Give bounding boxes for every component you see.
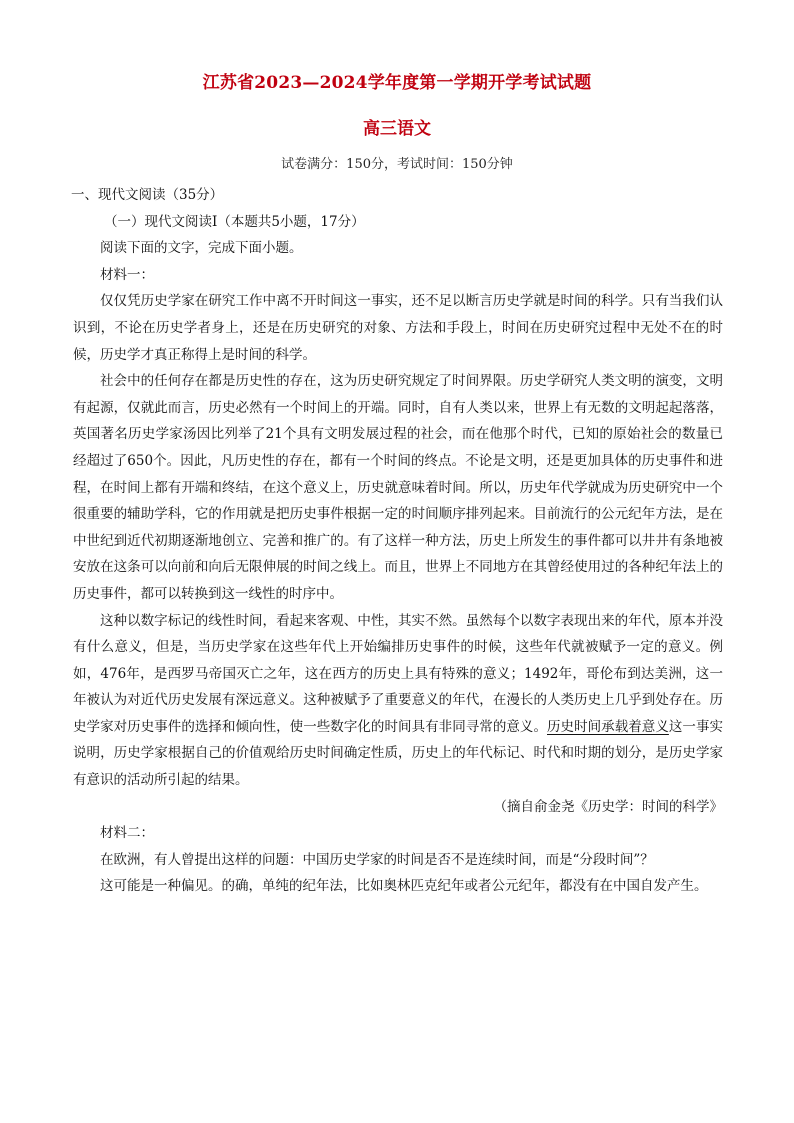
exam-info: 试卷满分：150分，考试时间：150分钟	[281, 157, 513, 172]
material-label: 材料二：	[100, 825, 154, 842]
underlined-phrase: 历史时间承载着意义	[547, 718, 669, 735]
paragraph: 在欧洲，有人曾提出这样的问题：中国历史学家的时间是否不是连续时间，而是“分段时间”？	[100, 851, 654, 868]
exam-content	[73, 182, 723, 900]
paragraph: 仅仅凭历史学家在研究工作中离不开时间这一事实，还不足以断言历史学就是时间的科学。只有当我们认识到，不论在历史学者身上，还是在历史研究的对象、方法和手段上，时间在历史研究过程中无处不在的时候，历史学才真正称得上是时间的科学。	[73, 293, 723, 363]
paragraph-text: 这一事实说明，历史学家根据自己的价值观给历史时间确定性质，历史上的年代标记、时代和时期的划分，是历史学家有意识的活动所引起的结果。	[73, 718, 724, 789]
paragraph: 社会中的任何存在都是历史性的存在，这为历史研究规定了时间界限。历史学研究人类文明的演变，文明有起源，仅就此而言，历史必然有一个时间上的开端。同时，自有人类以来，世界上有无数的文明起起落落，英国著名历史学家汤因比列举了21个具有文明发展过程的社会，而在他那个时代，已知的原始社会的数量已经超过了650个。因此，凡历史性的存在，都有一个时间的终点。不论是文明，还是更加具体的历史事件和进程，在时间上都有开端和终结，在这个意义上，历史就意味着时间。所以，历史年代学就成为历史研究中一个很重要的辅助学科，它的作用就是把历史事件根据一定的时间顺序排列起来。目前流行的公元纪年方法，是在中世纪到近代初期逐渐地创立、完善和推广的。有了这样一种方法，历史上所发生的事件都可以井井有条地被安放在这条可以向前和向后无限伸展的时间之线上。而且，世界上不同地方在其曾经使用过的各种纪年法上的历史事件，都可以转换到这一线性的时序中。	[73, 373, 723, 602]
paragraph: 这可能是一种偏见。的确，单纯的纪年法，比如奥林匹克纪年或者公元纪年，都没有在中国自发产生。	[100, 878, 708, 895]
section-heading: 一、现代文阅读（35分）	[71, 187, 224, 203]
subsection-heading: （一）现代文阅读Ⅰ（本题共5小题，17分）	[104, 213, 365, 230]
source-citation: （摘自俞金尧《历史学：时间的科学》	[493, 798, 723, 815]
reading-instruction: 阅读下面的文字，完成下面小题。	[100, 240, 303, 257]
paragraph	[73, 608, 723, 794]
exam-title: 江苏省2023—2024学年度第一学期开学考试试题	[202, 73, 592, 93]
material-label: 材料一：	[100, 266, 154, 283]
paragraph-text: 这种以数字标记的线性时间，看起来客观、中性，其实不然。虽然每个以数字表现出来的年代，原本并没有什么意义，但是，当历史学家在这些年代上开始编排历史事件的时候，这些年代就被赋予一定的意义。例如，476年，是西罗马帝国灭亡之年，这在西方的历史上具有特殊的意义；1492年，哥伦布到达美洲，这一年被认为对近代历史发展有深远意义。这种被赋予了重要意义的年代，在漫长的人类历史上几乎到处存在。历史学家对历史事件的选择和倾向性，使一些数字化的时间具有非同寻常的意义。	[73, 612, 723, 735]
subject-title: 高三语文	[363, 119, 431, 139]
